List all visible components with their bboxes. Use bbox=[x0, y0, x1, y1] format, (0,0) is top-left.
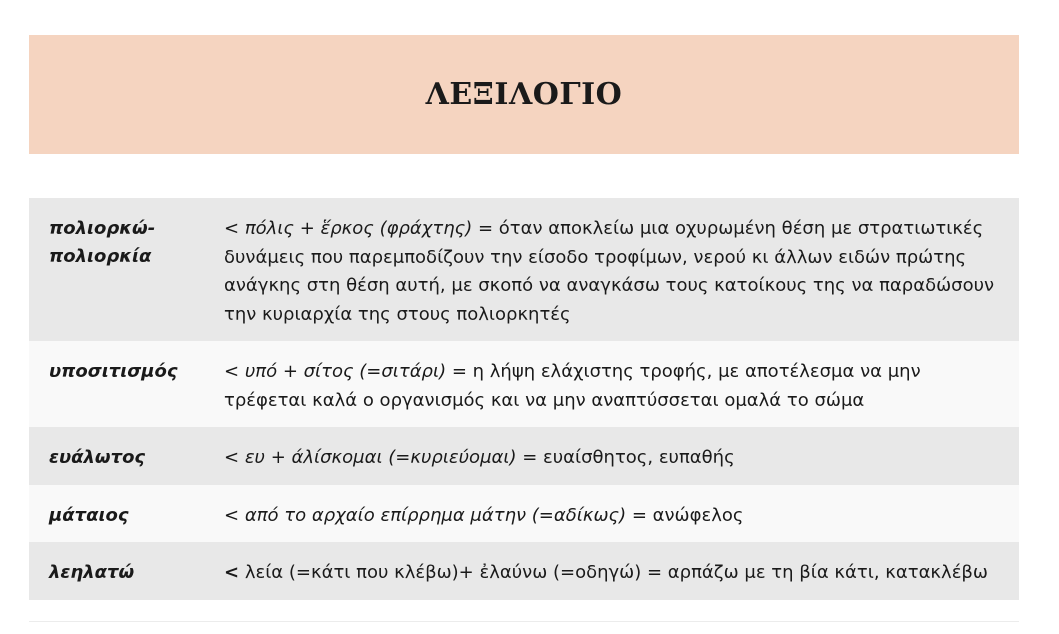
table-row bbox=[29, 542, 1019, 600]
definition-text: = ευαίσθητος, ευπαθής bbox=[516, 447, 735, 468]
term-text: ευάλωτος bbox=[49, 447, 146, 468]
term-text: υποσιτισμός bbox=[49, 361, 178, 382]
vocabulary-table bbox=[29, 198, 1019, 600]
page-title: ΛΕΞΙΛΟΓΙΟ bbox=[425, 77, 623, 112]
term-text: λεηλατώ bbox=[49, 562, 135, 583]
definition-text: = η λήψη ελάχιστης τροφής, με αποτέλεσμα να μην τρέφεται καλά ο οργανισμός και να μην αναπτύσσεται ομαλά το σώμα bbox=[224, 361, 921, 411]
definition-text: = ανώφελος bbox=[626, 505, 744, 526]
term-text: μάταιος bbox=[49, 505, 129, 526]
term-text: πολιορκία bbox=[49, 246, 152, 267]
definition-cell bbox=[224, 198, 999, 341]
etymology-prefix: < bbox=[224, 361, 240, 382]
table-row bbox=[29, 427, 1019, 485]
definition-text: λεία (=κάτι που κλέβω)+ ἐλαύνω (=οδηγώ) = αρπάζω με τη βία κάτι, κατακλέβω bbox=[244, 562, 988, 583]
divider bbox=[29, 621, 1019, 622]
definition-cell bbox=[224, 427, 999, 485]
term-cell bbox=[49, 542, 224, 600]
table-row bbox=[29, 341, 1019, 427]
table-row bbox=[29, 198, 1019, 341]
definition-cell bbox=[224, 341, 999, 427]
etymology-text: υπό + σίτος (=σιτάρι) bbox=[244, 361, 447, 382]
etymology-prefix: < bbox=[224, 505, 240, 526]
etymology-text: ευ + άλίσκομαι (=κυριεύομαι) bbox=[244, 447, 517, 468]
term-cell bbox=[49, 341, 224, 427]
etymology-prefix: < bbox=[224, 447, 240, 468]
table-row bbox=[29, 485, 1019, 542]
term-cell bbox=[49, 485, 224, 542]
definition-cell bbox=[224, 542, 999, 600]
etymology-prefix: < bbox=[224, 562, 240, 583]
definition-text: = όταν αποκλείω μια οχυρωμένη θέση με στρατιωτικές δυνάμεις που παρεμποδίζουν την είσοδο τροφίμων, νερού κι άλλων ειδών πρώτης ανάγκης στη θέση αυτή, με σκοπό να αναγκάσω τους κατοίκους της να παραδώσουν την κυριαρχία της στους πολιορκητές bbox=[224, 218, 995, 325]
term-cell bbox=[49, 198, 224, 341]
etymology-text: από το αρχαίο επίρρημα μάτην (=αδίκως) bbox=[244, 505, 627, 526]
etymology-text: πόλις + ἕρκος (φράχτης) bbox=[244, 218, 473, 239]
title-banner bbox=[29, 35, 1019, 154]
etymology-prefix: < bbox=[224, 218, 240, 239]
term-cell bbox=[49, 427, 224, 485]
definition-cell bbox=[224, 485, 999, 542]
term-text: πολιορκώ- bbox=[49, 218, 156, 239]
